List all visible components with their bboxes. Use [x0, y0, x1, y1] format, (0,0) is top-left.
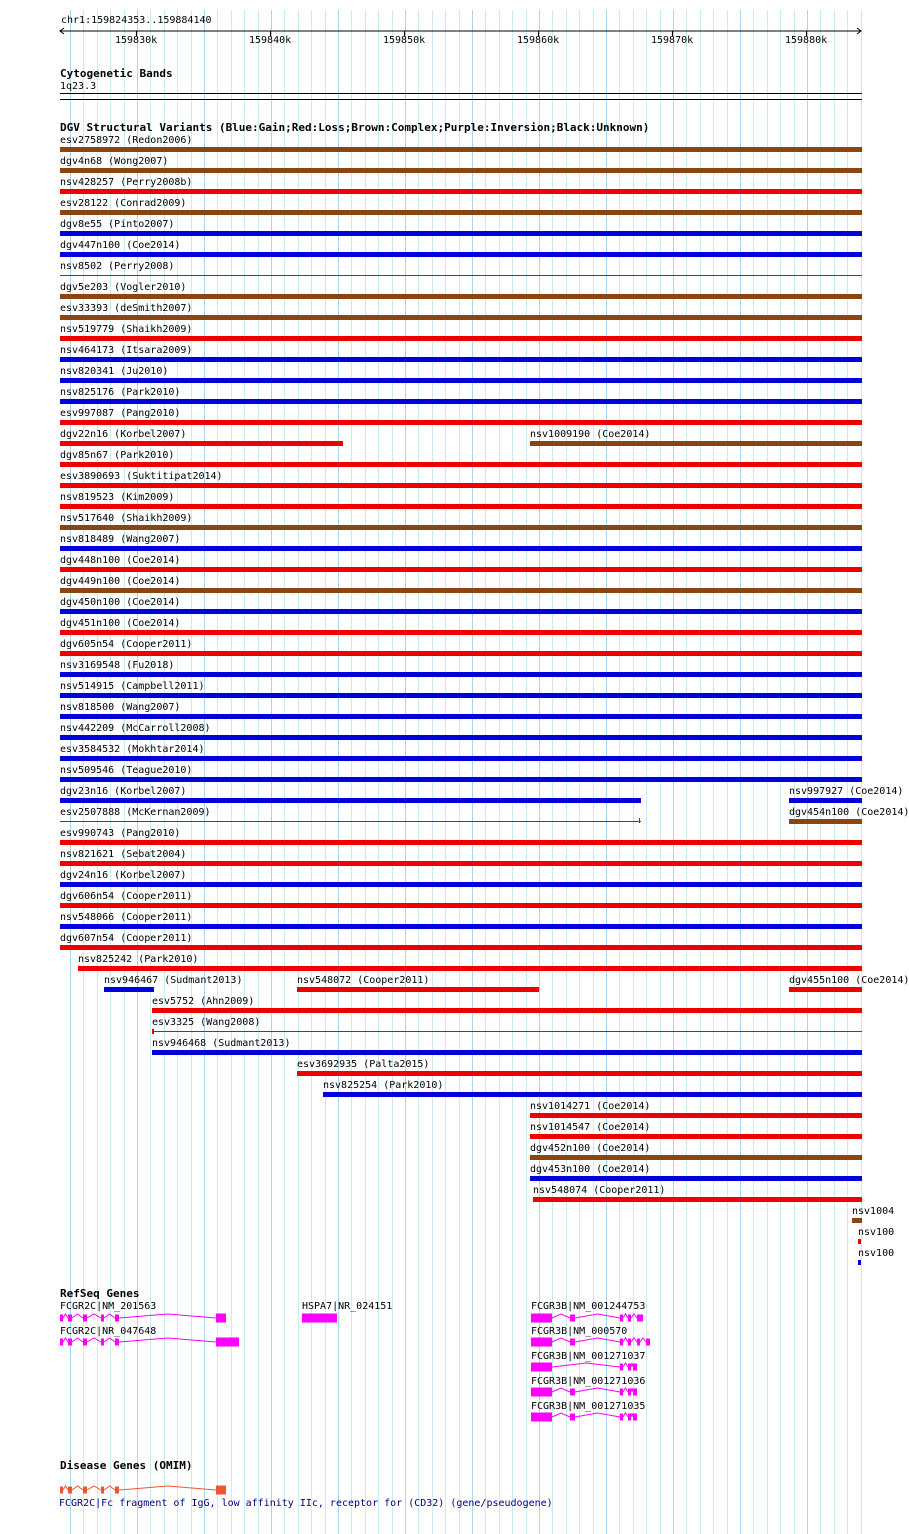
- gene-label[interactable]: FCGR3B|NM_001271035: [531, 1401, 646, 1412]
- sv-label[interactable]: nsv818489 (Wang2007): [60, 534, 181, 545]
- tick-label: 159870k: [651, 35, 694, 46]
- sv-label[interactable]: dgv447n100 (Coe2014): [60, 240, 181, 251]
- tick-label: 159850k: [383, 35, 426, 46]
- sv-label[interactable]: dgv22n16 (Korbel2007): [60, 429, 187, 440]
- sv-label[interactable]: nsv818500 (Wang2007): [60, 702, 181, 713]
- sv-label[interactable]: nsv100: [858, 1248, 895, 1259]
- omim-intron: [72, 1486, 83, 1490]
- gene-label[interactable]: FCGR3B|NM_000570: [531, 1326, 628, 1337]
- tick-label: 159860k: [517, 35, 560, 46]
- sv-label[interactable]: nsv100: [858, 1227, 895, 1238]
- tick-label: 159830k: [115, 35, 158, 46]
- dgv-track-title[interactable]: DGV Structural Variants (Blue:Gain;Red:Loss;Brown:Complex;Purple:Inversion;Black:Unknown): [60, 121, 650, 134]
- sv-label[interactable]: esv3584532 (Mokhtar2014): [60, 744, 205, 755]
- sv-label[interactable]: nsv821621 (Sebat2004): [60, 849, 187, 860]
- gene-label[interactable]: FCGR3B|NM_001271037: [531, 1351, 646, 1362]
- sv-label[interactable]: dgv450n100 (Coe2014): [60, 597, 181, 608]
- sv-label[interactable]: nsv509546 (Teague2010): [60, 765, 193, 776]
- sv-label[interactable]: nsv548074 (Cooper2011): [533, 1185, 666, 1196]
- sv-label[interactable]: dgv455n100 (Coe2014): [789, 975, 909, 986]
- sv-label[interactable]: nsv1014547 (Coe2014): [530, 1122, 651, 1133]
- gene-label[interactable]: FCGR3B|NM_001271036: [531, 1376, 646, 1387]
- sv-label[interactable]: nsv514915 (Campbell2011): [60, 681, 205, 692]
- gene-label[interactable]: FCGR3B|NM_001244753: [531, 1301, 646, 1312]
- omim-intron: [119, 1486, 216, 1490]
- sv-label[interactable]: esv997087 (Pang2010): [60, 408, 181, 419]
- omim-exon: [115, 1487, 119, 1494]
- location-label: chr1:159824353..159884140: [61, 15, 212, 26]
- cytoband-label[interactable]: 1q23.3: [60, 81, 97, 92]
- omim-intron: [87, 1486, 101, 1490]
- cytoband-track-title[interactable]: Cytogenetic Bands: [60, 67, 173, 80]
- sv-label[interactable]: nsv1014271 (Coe2014): [530, 1101, 651, 1112]
- sv-label[interactable]: nsv442209 (McCarroll2008): [60, 723, 211, 734]
- sv-label[interactable]: esv3692935 (Palta2015): [297, 1059, 430, 1070]
- sv-label[interactable]: dgv85n67 (Park2010): [60, 450, 175, 461]
- sv-label[interactable]: esv990743 (Pang2010): [60, 828, 181, 839]
- sv-label[interactable]: esv2758972 (Redon2006): [60, 135, 193, 146]
- sv-label[interactable]: nsv946468 (Sudmant2013): [152, 1038, 291, 1049]
- sv-label[interactable]: dgv24n16 (Korbel2007): [60, 870, 187, 881]
- sv-label[interactable]: nsv3169548 (Fu2018): [60, 660, 175, 671]
- sv-label[interactable]: nsv8502 (Perry2008): [60, 261, 175, 272]
- sv-label[interactable]: esv5752 (Ahn2009): [152, 996, 255, 1007]
- gene-label[interactable]: FCGR2C|NM_201563: [60, 1301, 157, 1312]
- sv-label[interactable]: dgv454n100 (Coe2014): [789, 807, 909, 818]
- sv-label[interactable]: esv3890693 (Suktitipat2014): [60, 471, 223, 482]
- sv-label[interactable]: dgv607n54 (Cooper2011): [60, 933, 193, 944]
- sv-label[interactable]: nsv825254 (Park2010): [323, 1080, 444, 1091]
- omim-exon: [101, 1487, 104, 1494]
- sv-label[interactable]: dgv448n100 (Coe2014): [60, 555, 181, 566]
- omim-description[interactable]: FCGR2C|Fc fragment of IgG, low affinity IIc, receptor for (CD32) (gene/pseudogene): [59, 1498, 553, 1509]
- gene-label[interactable]: HSPA7|NR_024151: [302, 1301, 393, 1312]
- sv-label[interactable]: dgv451n100 (Coe2014): [60, 618, 181, 629]
- refseq-track-title[interactable]: RefSeq Genes: [60, 1287, 140, 1300]
- sv-label[interactable]: nsv825176 (Park2010): [60, 387, 181, 398]
- omim-exon: [216, 1486, 226, 1495]
- sv-label[interactable]: dgv452n100 (Coe2014): [530, 1143, 651, 1154]
- sv-label[interactable]: nsv464173 (Itsara2009): [60, 345, 193, 356]
- sv-label[interactable]: dgv23n16 (Korbel2007): [60, 786, 187, 797]
- omim-exon: [68, 1487, 72, 1494]
- tick-label: 159840k: [249, 35, 292, 46]
- sv-label[interactable]: dgv5e203 (Vogler2010): [60, 282, 187, 293]
- sv-label[interactable]: nsv548072 (Cooper2011): [297, 975, 430, 986]
- sv-label[interactable]: dgv449n100 (Coe2014): [60, 576, 181, 587]
- sv-label[interactable]: esv33393 (deSmith2007): [60, 303, 193, 314]
- sv-label[interactable]: esv2507888 (McKernan2009): [60, 807, 211, 818]
- omim-track-title[interactable]: Disease Genes (OMIM): [60, 1459, 193, 1472]
- sv-label[interactable]: nsv997927 (Coe2014): [789, 786, 904, 797]
- sv-label[interactable]: esv3325 (Wang2008): [152, 1017, 261, 1028]
- sv-label[interactable]: nsv819523 (Kim2009): [60, 492, 175, 503]
- gene-label[interactable]: FCGR2C|NR_047648: [60, 1326, 157, 1337]
- tick-label: 159880k: [785, 35, 828, 46]
- sv-label[interactable]: nsv1004: [852, 1206, 895, 1217]
- sv-label[interactable]: nsv820341 (Ju2010): [60, 366, 169, 377]
- omim-intron: [63, 1486, 68, 1490]
- omim-exon: [60, 1487, 63, 1494]
- sv-label[interactable]: nsv1009190 (Coe2014): [530, 429, 651, 440]
- sv-label[interactable]: nsv946467 (Sudmant2013): [104, 975, 243, 986]
- sv-label[interactable]: nsv548066 (Cooper2011): [60, 912, 193, 923]
- omim-exon: [83, 1487, 87, 1494]
- sv-label[interactable]: dgv453n100 (Coe2014): [530, 1164, 651, 1175]
- sv-label[interactable]: dgv4n68 (Wong2007): [60, 156, 169, 167]
- sv-label[interactable]: nsv517640 (Shaikh2009): [60, 513, 193, 524]
- sv-label[interactable]: dgv605n54 (Cooper2011): [60, 639, 193, 650]
- sv-label[interactable]: nsv825242 (Park2010): [78, 954, 199, 965]
- sv-label[interactable]: dgv606n54 (Cooper2011): [60, 891, 193, 902]
- omim-intron: [104, 1486, 115, 1490]
- sv-label[interactable]: nsv428257 (Perry2008b): [60, 177, 193, 188]
- sv-label[interactable]: dgv8e55 (Pinto2007): [60, 219, 175, 230]
- sv-label[interactable]: nsv519779 (Shaikh2009): [60, 324, 193, 335]
- sv-label[interactable]: esv28122 (Conrad2009): [60, 198, 187, 209]
